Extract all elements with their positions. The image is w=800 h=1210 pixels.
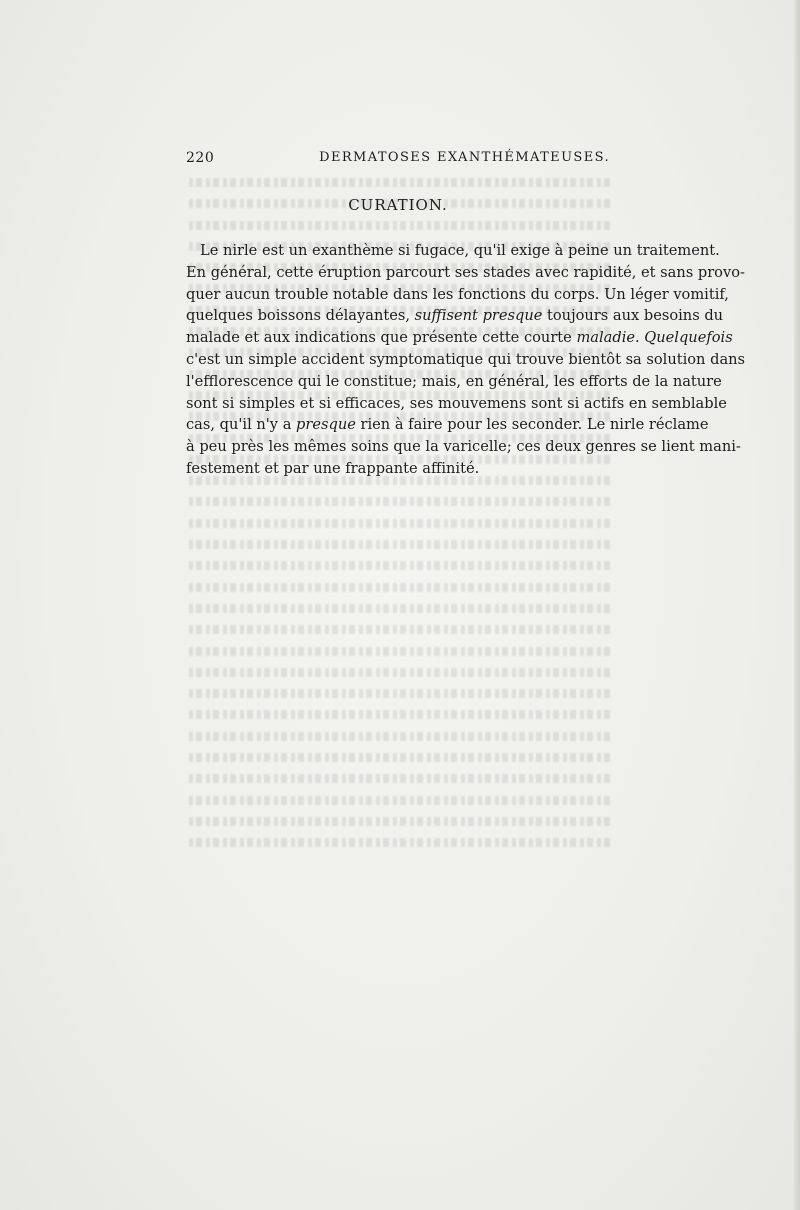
bleed-line [186,172,610,193]
running-head [186,150,610,170]
bleed-line [186,726,610,747]
italic-word: Quelquefois [644,329,733,347]
text-line: cas, qu'il n'y a presque rien à faire pour les seconder. Le nirle réclame [186,416,709,434]
text-line: l'efflorescence qui le constitue; mais, en général, les efforts de la nature [186,372,722,390]
italic-word: suffisent [414,307,478,325]
bleed-line [186,832,610,853]
text-line: Le nirle est un exanthème si fugace, qu'il exige à peine un traitement. [200,242,720,259]
text-line: à peu près les mêmes soins que la varicelle; ces deux genres se lient mani- [186,438,741,456]
text-line: quer aucun trouble notable dans les fonctions du corps. Un léger vomitif, [186,285,729,303]
text-line: quelques boissons délayantes, suffisent presque toujours aux besoins du [186,307,724,325]
bleed-line [186,811,610,832]
text-line: En général, cette éruption parcourt ses stades avec rapidité, et sans provo- [186,263,745,281]
text-line: sont si simples et si efficaces, ses mouvemens sont si actifs en semblable [186,394,727,412]
italic-word: presque [482,307,543,325]
bleed-line [186,683,610,704]
bleed-line [186,704,610,725]
page-number: 220 [186,150,215,166]
bleed-line [186,534,610,555]
text-line: malade et aux indications que présente cette courte maladie. Quelquefois [186,329,733,347]
bleed-line [186,577,610,598]
bleed-line [186,768,610,789]
body-paragraph [186,240,746,480]
bleed-line [186,641,610,662]
bleed-line [186,619,610,640]
italic-word: maladie. [576,329,640,347]
section-title: CURATION. [348,196,448,214]
bleed-line [186,598,610,619]
text-line: c'est un simple accident symptomatique qui trouve bientôt sa solution dans [186,350,746,368]
bleed-line [186,555,610,576]
bleed-line [186,215,610,236]
italic-word: presque [296,416,356,434]
bleed-line [186,747,610,768]
text-line: festement et par une frappante affinité. [186,459,480,477]
bleed-line [186,513,610,534]
bleed-line [186,491,610,512]
bleed-line [186,662,610,683]
running-title: DERMATOSES EXANTHÉMATEUSES. [319,150,610,165]
bleed-line [186,790,610,811]
page-edge [794,0,800,1210]
